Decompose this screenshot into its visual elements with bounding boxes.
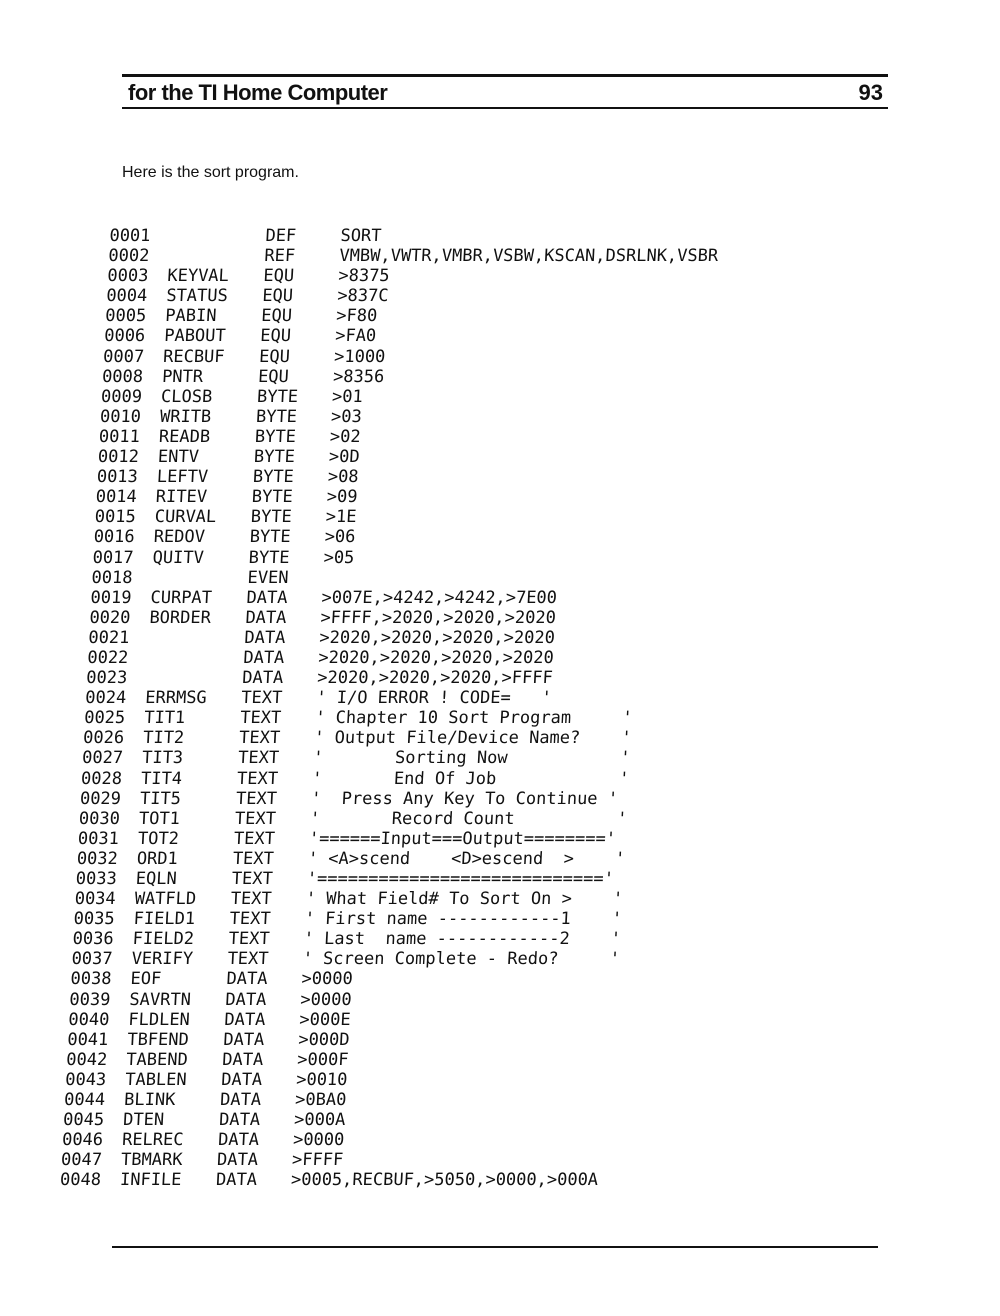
code-line [75, 869, 686, 889]
line-opcode: BYTE [256, 386, 299, 407]
line-operand: ' Sorting Now ' [312, 748, 631, 769]
code-line [68, 1010, 679, 1030]
code-line [83, 728, 694, 748]
code-line [96, 467, 707, 487]
line-number: 0009 [100, 386, 143, 407]
intro-text: Here is the sort program. [122, 164, 299, 181]
line-label [169, 226, 266, 246]
line-opcode: BYTE [250, 507, 293, 528]
line-operand: >FFFF,>2020,>2020,>2020 [319, 607, 557, 628]
line-number: 0048 [59, 1170, 102, 1191]
line-label: RELREC [121, 1130, 185, 1151]
line-number: 0008 [101, 366, 144, 387]
line-label: TIT3 [141, 748, 184, 769]
line-label: FIELD2 [132, 929, 195, 950]
line-number: 0011 [98, 426, 141, 447]
line-operand: ' Press Any Key To Continue ' [310, 788, 619, 809]
line-operand: >09 [326, 487, 359, 508]
line-label: TIT4 [140, 768, 183, 789]
code-line [62, 1130, 673, 1150]
line-label: STATUS [165, 286, 229, 307]
line-operand: >05 [323, 547, 355, 568]
line-opcode: BYTE [251, 487, 294, 508]
line-number: 0033 [75, 869, 118, 889]
code-line [61, 1150, 672, 1170]
line-number: 0044 [63, 1090, 106, 1111]
line-label [146, 668, 243, 688]
code-line [102, 367, 713, 387]
line-label: TIT5 [139, 788, 182, 809]
line-operand: ' Last name ------------2 ' [303, 929, 622, 950]
line-opcode: DEF [264, 226, 297, 246]
line-label [168, 246, 265, 266]
line-label: INFILE [119, 1170, 182, 1191]
line-operand: >0005,RECBUF,>5050,>0000,>000A [290, 1170, 599, 1191]
line-number: 0017 [92, 547, 135, 568]
line-operand: >0BA0 [294, 1090, 347, 1111]
line-label: TABLEN [124, 1069, 188, 1090]
line-number: 0036 [72, 929, 115, 950]
line-opcode: DATA [217, 1130, 260, 1151]
line-operand: ' Screen Complete - Redo? ' [302, 949, 621, 970]
line-label [148, 628, 245, 648]
code-line [104, 326, 715, 346]
line-opcode: EQU [261, 286, 294, 307]
line-opcode: EQU [259, 326, 292, 347]
header-underline [122, 107, 888, 109]
line-opcode: EVEN [247, 567, 290, 588]
code-line [97, 447, 708, 467]
line-opcode: DATA [244, 607, 287, 628]
line-number: 0042 [65, 1049, 108, 1070]
code-line [85, 688, 696, 708]
line-label: BLINK [123, 1090, 176, 1111]
line-opcode: DATA [215, 1170, 258, 1191]
code-line [86, 668, 697, 688]
code-line [109, 226, 720, 246]
line-label: QUITV [152, 547, 205, 568]
line-operand: ' Record Count ' [309, 808, 628, 829]
code-line [101, 387, 712, 407]
line-label: TIT1 [143, 708, 186, 729]
line-opcode: TEXT [229, 909, 272, 930]
line-number: 0038 [69, 969, 112, 990]
line-opcode: DATA [245, 587, 288, 608]
line-number: 0002 [107, 246, 150, 267]
code-line [72, 929, 683, 949]
code-line [107, 266, 718, 286]
code-line [63, 1110, 674, 1130]
line-number: 0026 [82, 728, 125, 749]
line-operand: >1E [325, 507, 357, 528]
line-operand: ' End Of Job ' [311, 768, 630, 789]
line-operand: ' I/O ERROR ! CODE= ' [315, 688, 553, 709]
line-number: 0021 [87, 627, 130, 648]
code-line [98, 427, 709, 447]
line-number: 0037 [71, 949, 114, 970]
line-operand: >F80 [335, 306, 378, 327]
line-number: 0004 [105, 286, 148, 307]
line-number: 0030 [78, 808, 121, 829]
line-opcode: TEXT [227, 949, 270, 970]
code-line [108, 246, 719, 266]
line-operand: >000A [293, 1110, 346, 1131]
line-number: 0034 [74, 889, 117, 910]
line-operand: >000F [296, 1049, 350, 1070]
line-opcode: DATA [223, 1009, 266, 1030]
line-operand: >0000 [300, 969, 354, 990]
line-operand: >08 [327, 467, 360, 488]
line-number: 0023 [85, 668, 128, 689]
code-line [84, 708, 695, 728]
line-opcode: DATA [219, 1090, 262, 1111]
code-line [91, 568, 702, 588]
line-label: PABIN [164, 306, 217, 327]
line-operand: '======Input===Output========' [308, 828, 617, 849]
line-number: 0006 [103, 326, 146, 347]
line-operand: >1000 [333, 346, 386, 367]
line-label: KEYVAL [166, 266, 230, 287]
line-label: TBMARK [120, 1150, 183, 1171]
line-label: EQLN [135, 869, 178, 889]
line-opcode: EQU [257, 366, 290, 387]
line-number: 0046 [61, 1130, 104, 1151]
line-opcode: DATA [216, 1150, 259, 1171]
code-line [79, 789, 690, 809]
code-line [78, 809, 689, 829]
line-label: SAVRTN [128, 989, 192, 1010]
code-listing [59, 226, 719, 1191]
line-operand: SORT [339, 226, 382, 246]
line-opcode: TEXT [231, 869, 274, 889]
line-number: 0015 [94, 507, 137, 528]
line-opcode: DATA [220, 1069, 263, 1090]
code-line [82, 748, 693, 768]
line-label: TOT1 [138, 808, 181, 829]
line-number: 0001 [108, 226, 151, 246]
code-line [77, 829, 688, 849]
code-line [87, 648, 698, 668]
line-operand: '============================' [306, 869, 615, 889]
line-label: WRITB [159, 406, 212, 427]
line-opcode: TEXT [230, 889, 273, 910]
code-line [89, 608, 700, 628]
code-line [92, 548, 703, 568]
line-opcode: TEXT [239, 708, 282, 729]
code-line [73, 909, 684, 929]
code-line [67, 1030, 678, 1050]
line-label: DTEN [122, 1110, 165, 1131]
footer-rule [112, 1246, 878, 1248]
line-operand: >8356 [332, 366, 385, 387]
line-label: REDOV [153, 527, 206, 548]
line-number: 0012 [97, 447, 140, 468]
line-number: 0032 [76, 848, 119, 869]
code-line [74, 889, 685, 909]
line-operand: >02 [329, 426, 362, 447]
line-operand: VMBW,VWTR,VMBR,VSBW,KSCAN,DSRLNK,VSBR [338, 246, 719, 267]
line-operand: ' <A>scend <D>escend > ' [307, 848, 626, 869]
code-line [90, 588, 701, 608]
code-line [105, 306, 716, 326]
line-operand: >01 [331, 386, 364, 407]
line-number: 0028 [80, 768, 123, 789]
line-label: FLDLEN [127, 1009, 191, 1030]
code-line [65, 1070, 676, 1090]
line-opcode: DATA [241, 668, 284, 689]
line-number: 0018 [91, 567, 134, 588]
code-line [93, 527, 704, 547]
line-label: RITEV [155, 487, 208, 508]
line-operand: >000D [297, 1029, 351, 1050]
line-number: 0013 [96, 467, 139, 488]
line-label: TBFEND [126, 1029, 190, 1050]
line-opcode: BYTE [249, 527, 292, 548]
line-operand: >837C [336, 286, 390, 307]
line-opcode: DATA [224, 989, 267, 1010]
line-operand: >0D [328, 447, 361, 468]
line-operand: >2020,>2020,>2020,>2020 [317, 647, 555, 668]
line-number: 0019 [89, 587, 132, 608]
code-line [70, 969, 681, 989]
line-label: FIELD1 [133, 909, 196, 930]
line-opcode: TEXT [235, 788, 278, 809]
line-opcode: REF [263, 246, 296, 267]
line-number: 0040 [67, 1009, 110, 1030]
line-label: RECBUF [162, 346, 226, 367]
line-opcode: BYTE [252, 467, 295, 488]
line-number: 0003 [106, 266, 149, 287]
line-operand: >06 [324, 527, 356, 548]
code-line [94, 507, 705, 527]
line-number: 0027 [81, 748, 124, 769]
code-line [76, 849, 687, 869]
code-line [88, 628, 699, 648]
line-opcode: BYTE [253, 447, 296, 468]
line-opcode: EQU [260, 306, 293, 327]
line-label: ORD1 [136, 848, 179, 869]
code-line [106, 286, 717, 306]
line-number: 0020 [88, 607, 131, 628]
header-top-rule [122, 74, 888, 77]
line-opcode: TEXT [234, 808, 277, 829]
line-opcode: EQU [262, 266, 295, 287]
line-number: 0039 [68, 989, 111, 1010]
line-label: TIT2 [142, 728, 185, 749]
code-line [66, 1050, 677, 1070]
line-operand: >007E,>4242,>4242,>7E00 [320, 587, 558, 608]
line-opcode: TEXT [236, 768, 279, 789]
line-operand: ' Chapter 10 Sort Program ' [314, 708, 634, 729]
line-opcode: DATA [242, 647, 285, 668]
line-opcode: DATA [243, 627, 286, 648]
line-label: EOF [129, 969, 162, 990]
line-operand: >FFFF [291, 1150, 344, 1171]
line-label: TABEND [125, 1049, 189, 1070]
line-number: 0016 [93, 527, 136, 548]
code-line [95, 487, 706, 507]
line-label: CURVAL [154, 507, 217, 528]
line-label: WATFLD [134, 889, 197, 910]
line-opcode: DATA [225, 969, 268, 990]
line-opcode: DATA [218, 1110, 261, 1131]
line-number: 0007 [102, 346, 145, 367]
line-number: 0014 [95, 487, 138, 508]
line-number: 0022 [86, 647, 129, 668]
line-label: TOT2 [137, 828, 180, 849]
line-operand: >0010 [295, 1069, 348, 1090]
line-opcode: BYTE [254, 426, 297, 447]
line-opcode: BYTE [255, 406, 298, 427]
line-number: 0041 [66, 1029, 109, 1050]
line-operand: >0000 [299, 989, 353, 1010]
line-opcode: BYTE [248, 547, 291, 568]
code-line [64, 1090, 675, 1110]
line-label: CLOSB [160, 386, 213, 407]
line-operand: >000E [298, 1009, 352, 1030]
code-line [59, 1170, 670, 1190]
line-opcode: EQU [258, 346, 291, 367]
line-opcode: TEXT [237, 748, 280, 769]
line-number: 0031 [77, 828, 120, 849]
line-opcode: TEXT [232, 848, 275, 869]
line-operand: >2020,>2020,>2020,>FFFF [316, 668, 554, 689]
line-opcode: DATA [221, 1049, 264, 1070]
line-opcode: TEXT [233, 828, 276, 849]
line-operand: >0000 [292, 1130, 345, 1151]
line-number: 0035 [73, 909, 116, 930]
line-label [147, 648, 244, 668]
line-label: BORDER [148, 607, 212, 628]
line-number: 0047 [60, 1150, 103, 1171]
line-label: CURPAT [149, 587, 213, 608]
code-line [103, 347, 714, 367]
line-operand: >2020,>2020,>2020,>2020 [318, 627, 556, 648]
line-number: 0029 [79, 788, 122, 809]
line-label: ERRMSG [144, 688, 208, 709]
line-label: READB [158, 426, 211, 447]
page-number: 93 [858, 80, 883, 105]
code-line [99, 407, 710, 427]
line-opcode: TEXT [240, 688, 283, 709]
line-operand: ' What Field# To Sort On > ' [305, 889, 624, 910]
code-line [81, 769, 692, 789]
line-label: PABOUT [163, 326, 227, 347]
code-line [71, 949, 682, 969]
line-number: 0045 [62, 1110, 105, 1131]
line-label: ENTV [157, 447, 200, 468]
line-opcode: DATA [222, 1029, 265, 1050]
line-label: VERIFY [131, 949, 194, 970]
line-label: PNTR [161, 366, 204, 387]
line-number: 0024 [84, 688, 127, 709]
line-operand: >8375 [337, 266, 391, 287]
line-operand: >FA0 [334, 326, 377, 347]
code-line [69, 990, 680, 1010]
line-number: 0025 [83, 708, 126, 729]
line-label: LEFTV [156, 467, 209, 488]
line-number: 0005 [104, 306, 147, 327]
line-operand: >03 [330, 406, 363, 427]
line-opcode: TEXT [228, 929, 271, 950]
line-label [151, 568, 248, 588]
line-number: 0043 [64, 1069, 107, 1090]
line-operand: ' Output File/Device Name? ' [313, 728, 632, 749]
line-operand: ' First name ------------1 ' [304, 909, 623, 930]
line-number: 0010 [99, 406, 142, 427]
line-opcode: TEXT [238, 728, 281, 749]
running-header-title: for the TI Home Computer [128, 80, 388, 105]
